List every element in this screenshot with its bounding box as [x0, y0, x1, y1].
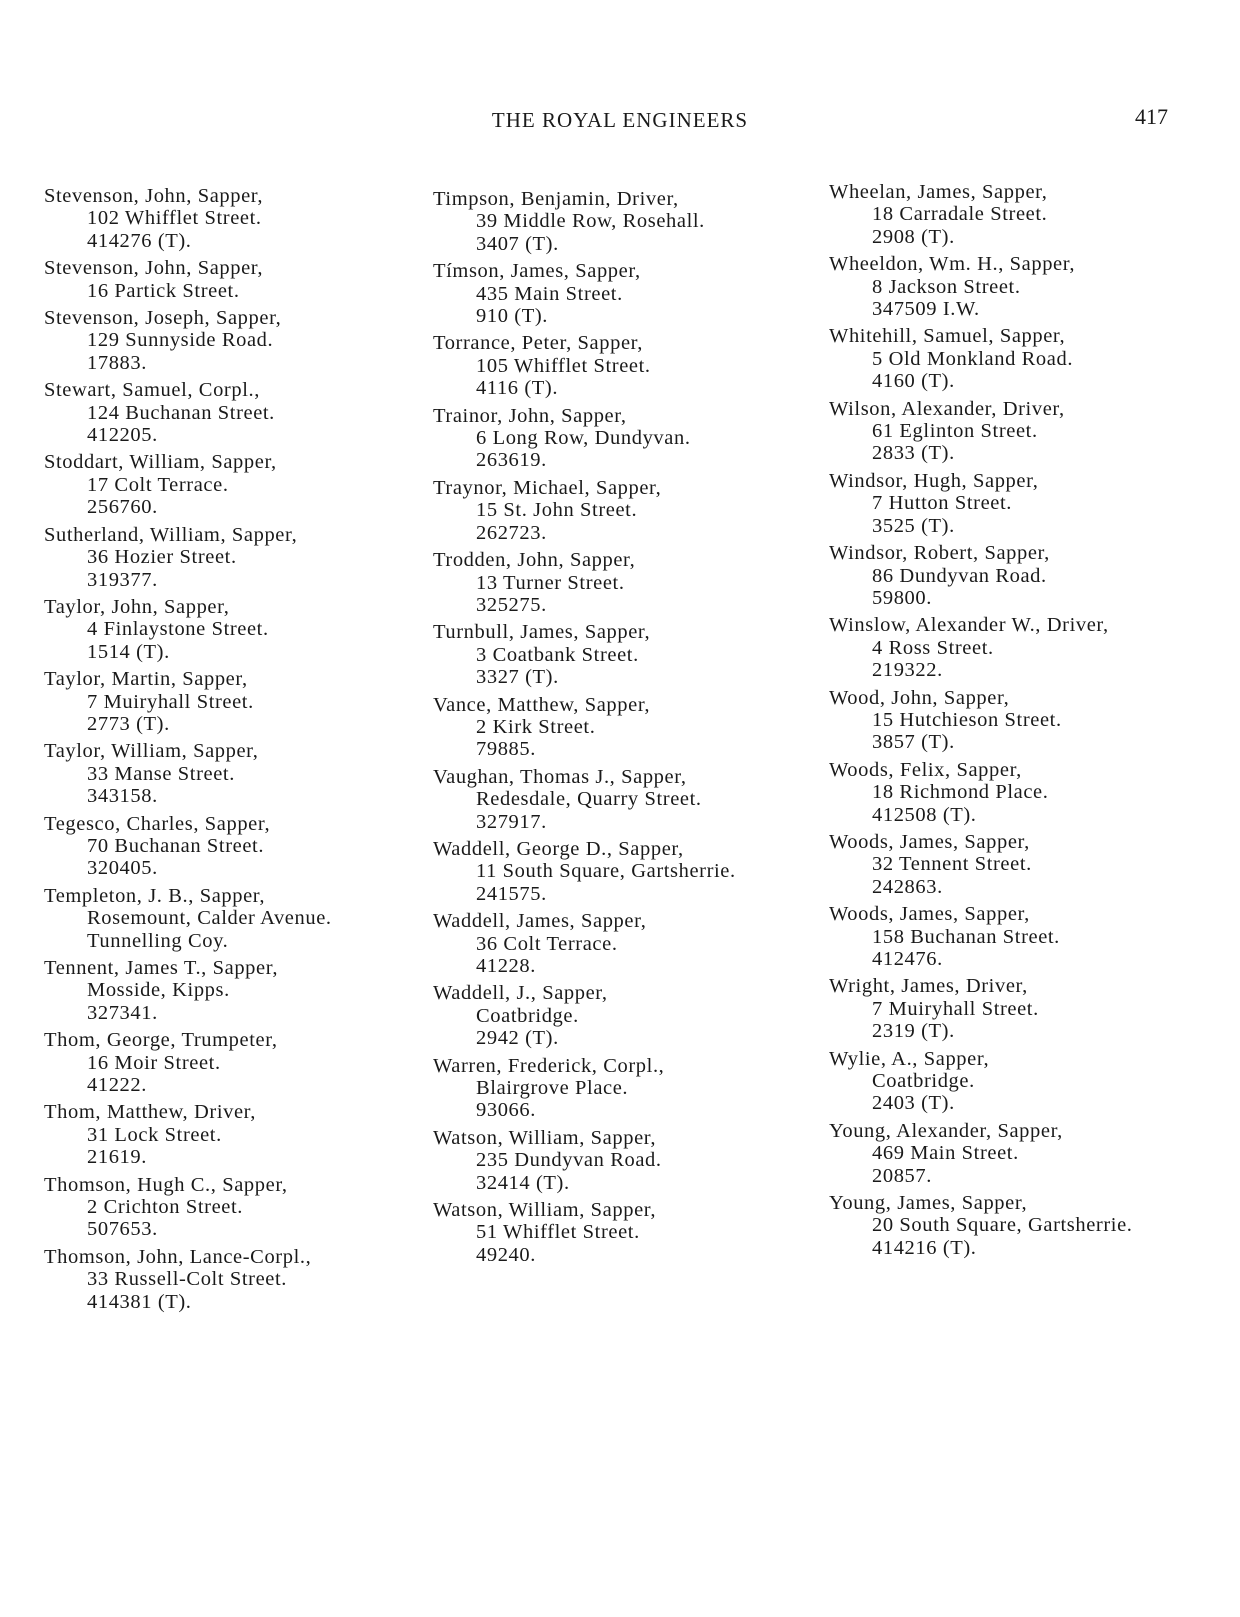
entry-number: 343158. — [87, 785, 158, 808]
entry-address: 8 Jackson Street. — [872, 275, 1021, 298]
entry-number: 32414 (T). — [476, 1171, 570, 1194]
entry-address: 33 Russell-Colt Street. — [87, 1268, 288, 1291]
entry-number: 2773 (T). — [87, 712, 170, 735]
entry-name: Templeton, J. B., Sapper, — [44, 884, 266, 907]
entry-number: 910 (T). — [476, 305, 548, 328]
entry-address: 5 Old Monkland Road. — [872, 347, 1074, 370]
roll-entry — [433, 260, 803, 327]
entry-name: Young, Alexander, Sapper, — [829, 1119, 1063, 1142]
entry-address: 7 Muiryhall Street. — [872, 997, 1039, 1020]
entry-number: 241575. — [476, 882, 547, 905]
entry-number: 59800. — [872, 586, 932, 609]
roll-entry — [829, 181, 1199, 248]
entry-number: 41222. — [87, 1074, 147, 1097]
roll-entry — [433, 910, 803, 977]
roll-entry — [829, 1120, 1199, 1187]
entry-number: 412508 (T). — [872, 803, 977, 826]
entry-address: 124 Buchanan Street. — [87, 401, 275, 424]
entry-number: 256760. — [87, 496, 158, 519]
entry-address: 70 Buchanan Street. — [87, 834, 265, 857]
entry-address: 6 Long Row, Dundyvan. — [476, 427, 691, 450]
entry-address: 13 Turner Street. — [476, 571, 625, 594]
entry-number: 242863. — [872, 875, 943, 898]
entry-address: 105 Whifflet Street. — [476, 354, 651, 377]
roll-entry — [44, 185, 414, 252]
roll-entry — [44, 957, 414, 1024]
roll-entry — [829, 1048, 1199, 1115]
entry-name: Vance, Matthew, Sapper, — [433, 693, 651, 716]
entry-address: 15 St. John Street. — [476, 499, 638, 522]
entry-address: 20 South Square, Gartsherrie. — [872, 1214, 1133, 1237]
entry-name: Tegesco, Charles, Sapper, — [44, 812, 271, 835]
roll-entry — [829, 759, 1199, 826]
entry-address: Mosside, Kipps. — [87, 979, 230, 1002]
entry-address: 11 South Square, Gartsherrie. — [476, 860, 736, 883]
entry-address: 33 Manse Street. — [87, 762, 235, 785]
roll-entry — [433, 405, 803, 472]
roll-entry — [433, 188, 803, 255]
entry-number: 412476. — [872, 948, 943, 970]
entry-address: 235 Dundyvan Road. — [476, 1149, 662, 1172]
entry-address: Coatbridge. — [872, 1070, 975, 1093]
entry-address: 17 Colt Terrace. — [87, 473, 229, 496]
entry-name: Winslow, Alexander W., Driver, — [829, 614, 1109, 637]
entry-address: 7 Hutton Street. — [872, 492, 1012, 515]
entry-address: 7 Muiryhall Street. — [87, 690, 254, 713]
entry-address: 31 Lock Street. — [87, 1123, 222, 1146]
roll-entry — [44, 257, 414, 302]
entry-address: 129 Sunnyside Road. — [87, 329, 274, 352]
entry-name: Timpson, Benjamin, Driver, — [433, 188, 679, 210]
entry-name: Windsor, Robert, Sapper, — [829, 542, 1050, 565]
roll-entry — [829, 542, 1199, 609]
entry-address: 4 Finlaystone Street. — [87, 618, 269, 641]
entry-name: Taylor, John, Sapper, — [44, 595, 230, 618]
roll-entry — [433, 1055, 803, 1122]
roll-entry — [433, 1127, 803, 1194]
roll-entry — [44, 307, 414, 374]
entry-number: 2942 (T). — [476, 1027, 559, 1050]
page-number: 417 — [1135, 104, 1168, 129]
roll-column-1 — [44, 185, 414, 1318]
entry-address: 3 Coatbank Street. — [476, 643, 639, 666]
entry-name: Windsor, Hugh, Sapper, — [829, 469, 1039, 492]
entry-name: Wheeldon, Wm. H., Sapper, — [829, 253, 1076, 276]
roll-entry — [433, 332, 803, 399]
page-title: THE ROYAL ENGINEERS — [491, 108, 749, 132]
entry-name: Stewart, Samuel, Corpl., — [44, 379, 260, 402]
entry-address: 18 Richmond Place. — [872, 781, 1049, 804]
entry-number: 2319 (T). — [872, 1020, 955, 1043]
entry-name: Traynor, Michael, Sapper, — [433, 476, 662, 499]
entry-name: Waddell, J., Sapper, — [433, 982, 608, 1005]
roll-entry — [433, 477, 803, 544]
entry-name: Trainor, John, Sapper, — [433, 404, 627, 427]
entry-name: Tennent, James T., Sapper, — [44, 957, 279, 979]
roll-entry — [44, 740, 414, 807]
entry-name: Young, James, Sapper, — [829, 1192, 1028, 1215]
roll-entry — [44, 524, 414, 591]
entry-number: 2908 (T). — [872, 225, 955, 248]
entry-number: 3407 (T). — [476, 232, 559, 255]
entry-number: 3327 (T). — [476, 666, 559, 689]
entry-number: 93066. — [476, 1099, 536, 1122]
roll-entry — [433, 549, 803, 616]
entry-address: 15 Hutchieson Street. — [872, 708, 1062, 731]
entry-number: 414381 (T). — [87, 1290, 192, 1313]
entry-number: 20857. — [872, 1164, 932, 1187]
roll-entry — [829, 975, 1199, 1042]
entry-number: 49240. — [476, 1243, 536, 1266]
entry-address: 2 Crichton Street. — [87, 1196, 243, 1219]
entry-number: 263619. — [476, 449, 547, 472]
entry-name: Watson, William, Sapper, — [433, 1126, 657, 1149]
entry-address: 102 Whifflet Street. — [87, 207, 262, 230]
entry-address: 39 Middle Row, Rosehall. — [476, 210, 705, 233]
entry-name: Woods, Felix, Sapper, — [829, 758, 1022, 781]
roll-entry — [44, 885, 414, 952]
entry-number: Tunnelling Coy. — [87, 929, 229, 952]
roll-entry — [829, 614, 1199, 681]
entry-address: 36 Hozier Street. — [87, 546, 237, 569]
entry-name: Wheelan, James, Sapper, — [829, 181, 1048, 203]
entry-name: Stevenson, Joseph, Sapper, — [44, 307, 282, 330]
entry-address: Blairgrove Place. — [476, 1077, 629, 1100]
entry-number: 507653. — [87, 1218, 158, 1241]
entry-number: 414276 (T). — [87, 229, 192, 252]
roll-column-3 — [829, 181, 1199, 1264]
entry-name: Tímson, James, Sapper, — [433, 260, 641, 283]
entry-name: Thomson, Hugh C., Sapper, — [44, 1173, 288, 1196]
entry-name: Thomson, John, Lance-Corpl., — [44, 1245, 312, 1268]
entry-address: Rosemount, Calder Avenue. — [87, 907, 332, 930]
entry-address: 18 Carradale Street. — [872, 203, 1048, 226]
entry-number: 325275. — [476, 593, 547, 616]
entry-number: 2403 (T). — [872, 1092, 955, 1115]
entry-name: Waddell, James, Sapper, — [433, 910, 647, 933]
entry-name: Stevenson, John, Sapper, — [44, 257, 264, 280]
entry-number: 3525 (T). — [872, 514, 955, 537]
entry-name: Thom, George, Trumpeter, — [44, 1029, 278, 1052]
entry-number: 327917. — [476, 810, 547, 833]
roll-entry — [829, 398, 1199, 465]
roll-entry — [433, 621, 803, 688]
entry-number: 319377. — [87, 568, 158, 591]
entry-address: 2 Kirk Street. — [476, 715, 596, 738]
entry-number: 320405. — [87, 857, 158, 880]
entry-number: 262723. — [476, 521, 547, 544]
roll-entry — [44, 596, 414, 663]
entry-address: 51 Whifflet Street. — [476, 1221, 640, 1244]
roll-entry — [44, 451, 414, 518]
entry-address: Redesdale, Quarry Street. — [476, 788, 702, 811]
entry-address: 16 Moir Street. — [87, 1051, 221, 1074]
roll-entry — [44, 1029, 414, 1096]
entry-number: 79885. — [476, 738, 536, 761]
roll-entry — [44, 1101, 414, 1168]
entry-name: Stoddart, William, Sapper, — [44, 451, 277, 474]
roll-entry — [44, 1174, 414, 1241]
roll-entry — [829, 325, 1199, 392]
entry-number: 1514 (T). — [87, 640, 170, 663]
entry-name: Thom, Matthew, Driver, — [44, 1101, 257, 1124]
entry-name: Sutherland, William, Sapper, — [44, 523, 298, 546]
entry-name: Wright, James, Driver, — [829, 975, 1028, 998]
roll-entry — [829, 1192, 1199, 1259]
entry-address: 32 Tennent Street. — [872, 853, 1032, 876]
entry-name: Trodden, John, Sapper, — [433, 549, 636, 572]
entry-address: 435 Main Street. — [476, 282, 623, 305]
entry-number: 327341. — [87, 1001, 158, 1024]
entry-number: 219322. — [872, 659, 943, 682]
entry-name: Warren, Frederick, Corpl., — [433, 1054, 665, 1077]
roll-entry — [44, 379, 414, 446]
entry-name: Vaughan, Thomas J., Sapper, — [433, 765, 687, 788]
roll-entry — [44, 813, 414, 880]
entry-number: 21619. — [87, 1146, 147, 1169]
entry-number: 3857 (T). — [872, 731, 955, 754]
entry-address: Coatbridge. — [476, 1004, 579, 1027]
roll-entry — [433, 982, 803, 1049]
roll-entry — [829, 903, 1199, 970]
roll-entry — [433, 694, 803, 761]
roll-entry — [829, 253, 1199, 320]
entry-name: Wilson, Alexander, Driver, — [829, 397, 1065, 420]
entry-address: 469 Main Street. — [872, 1142, 1019, 1165]
entry-name: Whitehill, Samuel, Sapper, — [829, 325, 1066, 348]
roll-entry — [829, 687, 1199, 754]
entry-address: 4 Ross Street. — [872, 636, 994, 659]
entry-address: 61 Eglinton Street. — [872, 420, 1038, 443]
entry-number: 4116 (T). — [476, 377, 559, 400]
entry-number: 414216 (T). — [872, 1236, 977, 1259]
entry-number: 17883. — [87, 351, 147, 374]
entry-number: 412205. — [87, 424, 158, 447]
entry-name: Wylie, A., Sapper, — [829, 1047, 990, 1070]
entry-name: Stevenson, John, Sapper, — [44, 185, 264, 207]
entry-number: 347509 I.W. — [872, 298, 980, 321]
entry-address: 16 Partick Street. — [87, 279, 240, 302]
roll-entry — [829, 831, 1199, 898]
entry-number: 2833 (T). — [872, 442, 955, 465]
entry-name: Torrance, Peter, Sapper, — [433, 332, 643, 355]
entry-name: Woods, James, Sapper, — [829, 830, 1030, 853]
entry-address: 36 Colt Terrace. — [476, 932, 618, 955]
entry-address: 158 Buchanan Street. — [872, 925, 1060, 948]
entry-name: Taylor, Martin, Sapper, — [44, 668, 248, 691]
entry-address: 86 Dundyvan Road. — [872, 564, 1047, 587]
roll-entry — [44, 1246, 414, 1313]
roll-entry — [433, 838, 803, 905]
entry-number: 41228. — [476, 955, 536, 977]
roll-column-2 — [433, 188, 803, 1271]
entry-name: Woods, James, Sapper, — [829, 903, 1030, 926]
entry-name: Wood, John, Sapper, — [829, 686, 1010, 709]
roll-entry — [433, 766, 803, 833]
entry-name: Waddell, George D., Sapper, — [433, 837, 684, 860]
entry-number: 4160 (T). — [872, 370, 955, 393]
roll-entry — [44, 668, 414, 735]
entry-name: Turnbull, James, Sapper, — [433, 621, 651, 644]
entry-name: Watson, William, Sapper, — [433, 1199, 657, 1222]
roll-entry — [433, 1199, 803, 1266]
entry-name: Taylor, William, Sapper, — [44, 740, 259, 763]
roll-entry — [829, 470, 1199, 537]
